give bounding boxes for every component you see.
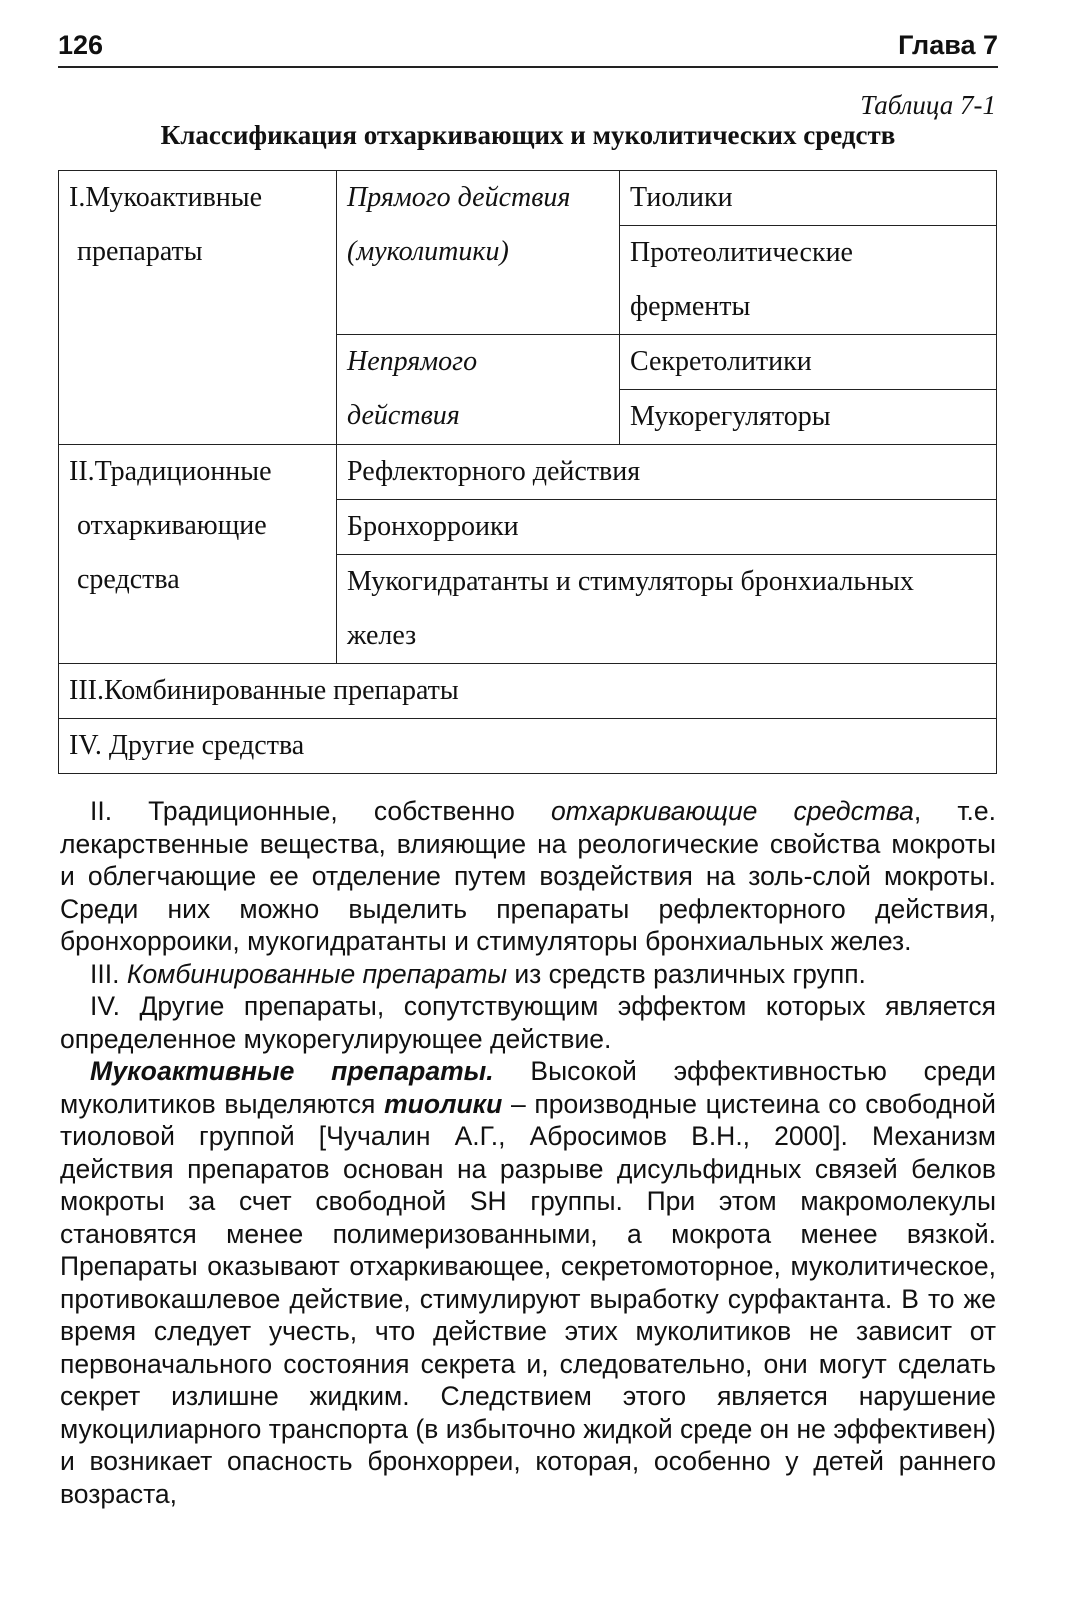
emphasis: Мукоактивные препараты. <box>90 1056 494 1086</box>
table-row <box>59 445 997 500</box>
group1-label-cell <box>59 171 337 445</box>
table-title: Классификация отхаркивающих и муколитических средств <box>160 120 896 150</box>
text-run: IV. Другие препараты, сопутствующим эффектом которых является определенное мукорегулирующее действие. <box>60 991 996 1054</box>
direct-action-line1: Прямого действия <box>347 182 571 213</box>
text-run: – производные цистеина со свободной тиоловой группой [Чучалин А.Г., Абросимов В.Н., 2000]. Механизм действия препаратов основан на разрыве дисульфидных связей белков мокроты за счет свободной SH группы. При этом макромолекулы становятся менее полимеризованными, а мокрота менее вязкой. Препараты оказывают отхаркивающее, секретомоторное, муколитическое, противокашлевое действие, стимулируют выработку сурфактанта. В то же время следует учесть, что действие этих муколитиков не зависит от первоначального состояния секрета и, следовательно, они могут сделать секрет излишне жидким. Следствием этого является нарушение мукоцилиарного транспорта (в избыточно жидкой среде он не эффективен) и возникает опасность бронхорреи, которая, особенно у детей раннего возраста, <box>60 1088 996 1509</box>
text-run: II. Традиционные, собственно <box>90 796 551 826</box>
mucohydrant-line2: желез <box>347 620 417 651</box>
body-text <box>60 795 996 1510</box>
table-cell: Бронхорроики <box>337 500 997 555</box>
group2-label-line1: II.Традиционные <box>69 456 272 487</box>
indirect-action-line2: действия <box>347 400 460 431</box>
proteolytic-line1: Протеолитические <box>630 237 853 268</box>
group1-label-line1: I.Мукоактивные <box>69 182 263 213</box>
emphasis: отхаркивающие средства <box>550 796 914 826</box>
table-cell: III.Комбинированные препараты <box>59 664 997 719</box>
table-cell: Секретолитики <box>620 335 997 390</box>
table-cell: Тиолики <box>620 171 997 226</box>
paragraph <box>60 958 996 991</box>
table-row <box>59 171 997 226</box>
paragraph <box>60 990 996 1055</box>
table-row <box>59 664 997 719</box>
table-cell: Рефлекторного действия <box>337 445 997 500</box>
text-run: из средств различных групп. <box>506 958 866 989</box>
proteolytic-line2: ферменты <box>630 291 751 322</box>
group2-label-cell <box>59 445 337 664</box>
text-run: III. <box>90 958 127 989</box>
group1-label-line2: препараты <box>77 236 203 267</box>
mucohydrant-line1: Мукогидратанты и стимуляторы бронхиальных <box>347 566 914 597</box>
emphasis: тиолики <box>384 1088 503 1119</box>
table-caption: Таблица 7-1 <box>860 90 996 120</box>
page-header <box>58 30 998 68</box>
page-number: 126 <box>58 30 104 60</box>
table-cell: Мукорегуляторы <box>620 390 997 445</box>
emphasis: Комбинированные препараты <box>126 958 507 989</box>
direct-action-line2: (муколитики) <box>347 236 509 267</box>
indirect-action-line1: Непрямого <box>347 346 478 377</box>
table-cell <box>337 555 997 664</box>
indirect-action-cell <box>337 335 620 445</box>
table-cell: IV. Другие средства <box>59 719 997 774</box>
group2-label-line3: средства <box>77 564 180 595</box>
classification-table <box>58 170 997 774</box>
paragraph <box>60 795 996 958</box>
chapter-title: Глава 7 <box>898 30 998 60</box>
table-cell <box>620 226 997 335</box>
text-run: Высокой эффективностью среди муколитиков выделяются <box>60 1056 996 1119</box>
group2-label-line2: отхаркивающие <box>77 510 267 541</box>
paragraph <box>60 1055 996 1510</box>
text-run: , т.е. лекарственные вещества, влияющие на реологические свойства мокроты и облегчающие ее отделение путем воздействия на золь-слой мокроты. Среди них можно выделить препараты рефлекторного действия, бронхорроики, мукогидратанты и стимуляторы бронхиальных желез. <box>60 796 996 956</box>
table-row <box>59 719 997 774</box>
direct-action-cell <box>337 171 620 335</box>
